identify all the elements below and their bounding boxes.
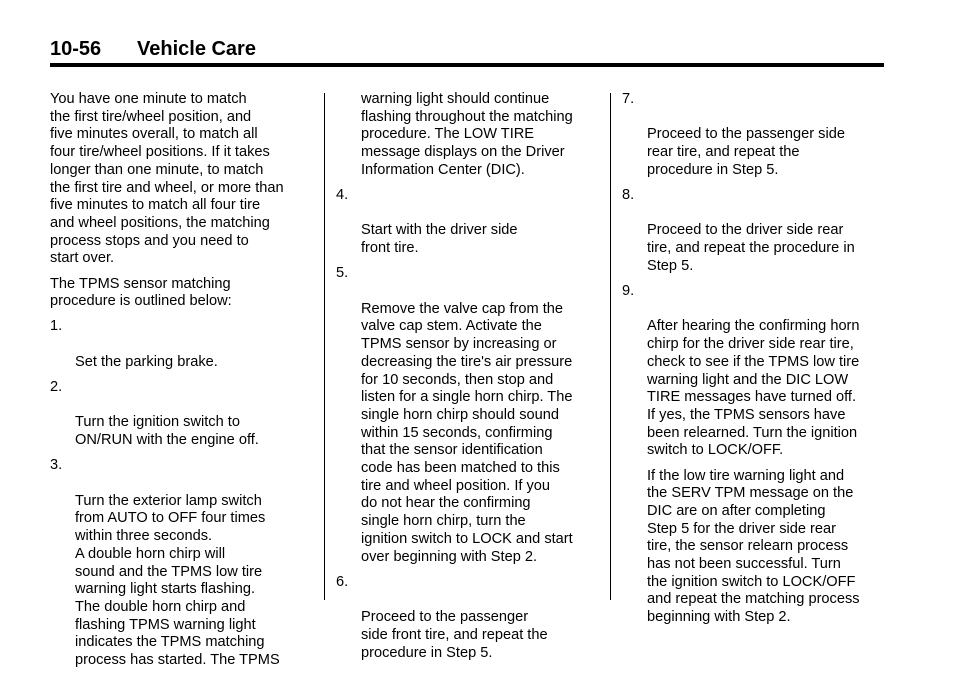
- step-number: 9.: [622, 283, 635, 300]
- step-text: Start with the driver side front tire.: [361, 222, 518, 257]
- step-number: 6.: [336, 573, 349, 590]
- step-number: 7.: [622, 91, 635, 107]
- procedure-intro: The TPMS sensor matching procedure is outlined below:: [50, 275, 232, 310]
- step-number: 8.: [622, 187, 635, 204]
- section-title: Vehicle Care: [137, 38, 256, 60]
- page-number: 10-56: [50, 38, 102, 60]
- step-item: [50, 379, 312, 450]
- step-continuation: warning light should continue flashing throughout the matching procedure. The LOW TIRE message displays on the Driver Information Center (DIC).: [361, 91, 573, 178]
- column-divider: [610, 93, 611, 600]
- column-divider: [324, 93, 325, 600]
- step-text: Remove the valve cap from the valve cap stem. Activate the TPMS sensor by increasing or decreasing the tire's air pressure for 10 seconds, then stop and listen for a single horn chirp. The single horn chirp should sound within 15 seconds, confirming that the sensor identification code has been matched to this tire and wheel position. If you do not hear the confirming single horn chirp, turn the ignition switch to LOCK and start over beginning with Step 2.: [361, 300, 573, 565]
- step-item: [336, 187, 602, 258]
- step-text: Set the parking brake.: [75, 353, 218, 370]
- step-continuation: If the low tire warning light and the SERV TPM message on the DIC are on after completing Step 5 for the driver side rear tire, the sensor relearn process has not been successful. Turn the ignition switch to LOCK/OFF and repeat the matching process beginning with Step 2.: [647, 467, 860, 626]
- step-item: [622, 283, 892, 460]
- step-number: 3.: [50, 457, 63, 474]
- step-text: Turn the exterior lamp switch from AUTO to OFF four times within three seconds. A double horn chirp will sound and the TPMS low tire warning light starts flashing. The double horn chirp and flashing TPMS warning light indicates the TPMS matching process has started. The TPMS: [75, 492, 280, 669]
- step-item: [622, 91, 892, 180]
- step-text: After hearing the confirming horn chirp for the driver side rear tire, check to see if the TPMS low tire warning light and the DIC LOW TIRE messages have turned off. If yes, the TPMS sensors have been relearned. Turn the ignition switch to LOCK/OFF.: [647, 318, 860, 459]
- step-number: 4.: [336, 187, 349, 204]
- step-item: [622, 187, 892, 276]
- step-text: Proceed to the passenger side front tire, and repeat the procedure in Step 5.: [361, 609, 548, 661]
- step-item: [50, 318, 312, 371]
- step-number: 1.: [50, 318, 63, 335]
- header-rule: [50, 63, 884, 67]
- step-text: Proceed to the passenger side rear tire, and repeat the procedure in Step 5.: [647, 126, 845, 178]
- intro-paragraph: You have one minute to match the first tire/wheel position, and five minutes overall, to match all four tire/wheel positions. If it takes longer than one minute, to match the first tire and wheel, or more than five minutes to match all four tire and wheel positions, the matching process stops and you need to start over.: [50, 91, 284, 267]
- step-number: 5.: [336, 265, 349, 282]
- step-item: [336, 265, 602, 566]
- step-item: [336, 574, 602, 663]
- column-1: [50, 91, 312, 677]
- step-text: Proceed to the driver side rear tire, and repeat the procedure in Step 5.: [647, 222, 855, 274]
- column-2: [336, 91, 602, 670]
- step-text: Turn the ignition switch to ON/RUN with the engine off.: [75, 414, 259, 449]
- step-number: 2.: [50, 379, 63, 396]
- column-3: [622, 91, 892, 634]
